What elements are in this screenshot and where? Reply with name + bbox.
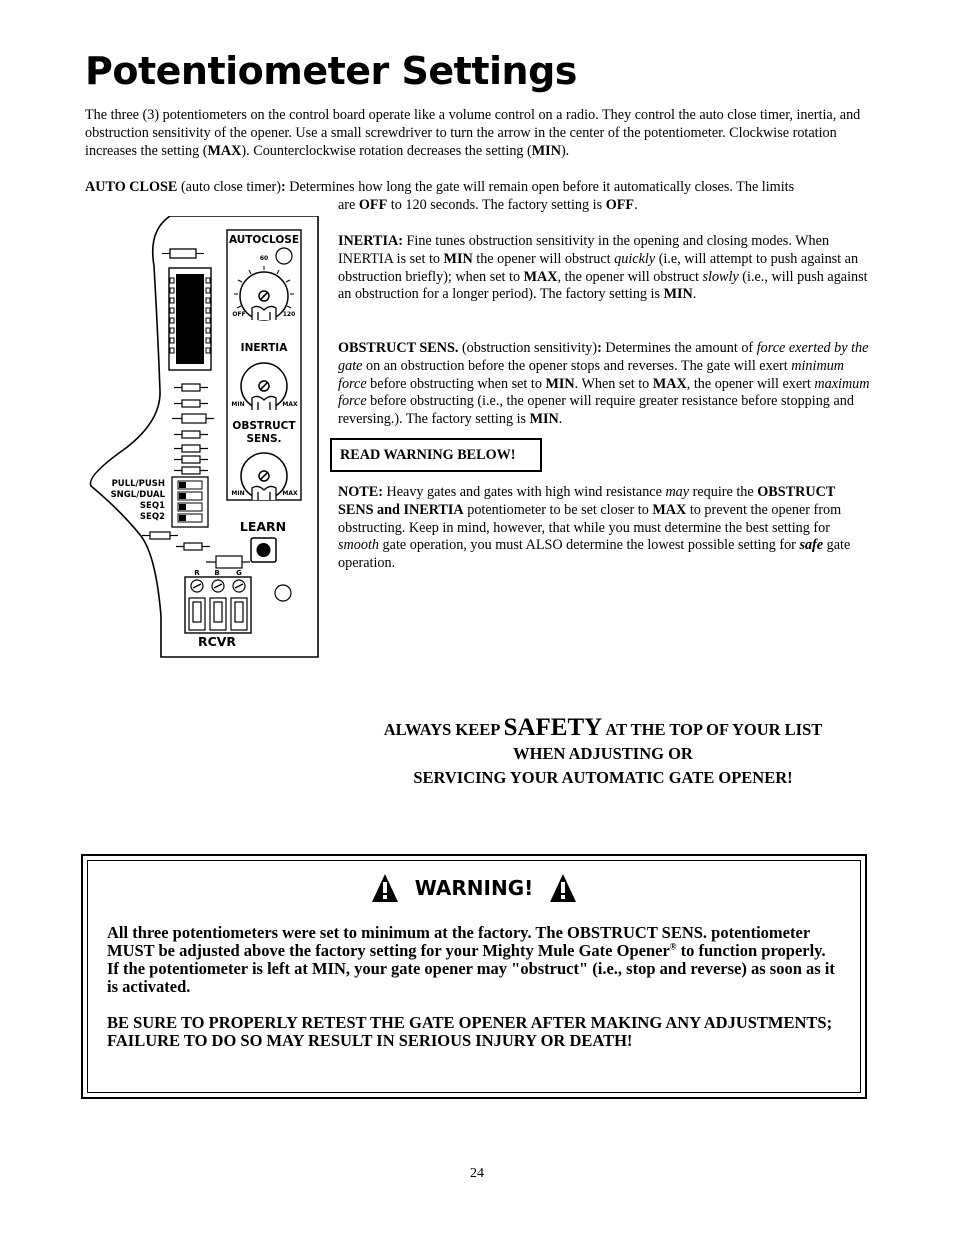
intro-paragraph: The three (3) potentiometers on the control board operate like a volume control on a radio. They control the auto close timer, inertia, and obstruction sensitivity of the opener. Use a small screwdriver to turn the arrow in the center of the potentiometer. Clockwise rotation increases the setting (MAX). Counterclockwise rotation decreases the setting (MIN). xyxy=(85,107,861,159)
warning-header xyxy=(83,873,865,903)
page-title: Potentiometer Settings xyxy=(85,49,577,93)
obstruct-max-label: MAX xyxy=(282,490,298,497)
warning-triangle-icon xyxy=(371,873,399,903)
autoclose-label: AUTOCLOSE xyxy=(228,234,300,246)
safety-message: ALWAYS KEEP SAFETY AT THE TOP OF YOUR LIST WHEN ADJUSTING OR SERVICING YOUR AUTOMATIC GATE OPENER! xyxy=(383,714,823,787)
r-label: R xyxy=(194,569,200,577)
obstruct-label: OBSTRUCT xyxy=(232,420,296,432)
warning-paragraph-2: BE SURE TO PROPERLY RETEST THE GATE OPENER AFTER MAKING ANY ADJUSTMENTS; FAILURE TO DO SO MAY RESULT IN SERIOUS INJURY OR DEATH! xyxy=(107,1013,833,1050)
seq1-label: SEQ1 xyxy=(139,501,165,511)
warning-triangle-icon xyxy=(549,873,577,903)
seq2-label: SEQ2 xyxy=(139,512,165,522)
g-label: G xyxy=(236,569,242,577)
read-warning-box: READ WARNING BELOW! xyxy=(330,438,542,472)
inertia-min-label: MIN xyxy=(231,401,245,408)
obstruct-min-label: MIN xyxy=(231,490,245,497)
off-label: OFF xyxy=(232,311,246,318)
pull-push-label: PULL/PUSH xyxy=(111,479,165,489)
page-number: 24 xyxy=(470,1166,484,1181)
inertia-label: INERTIA xyxy=(240,342,288,354)
warning-paragraph-1: All three potentiometers were set to minimum at the factory. The OBSTRUCT SENS. potentiometer MUST be adjusted above the factory setting for your Mighty Mule Gate Opener® to function properly. If the potentiometer is left at MIN, your gate opener may "obstruct" (i.e., stop and reverse) as soon as it is activated. xyxy=(107,923,835,996)
onetwenty-label: 120 xyxy=(282,311,296,318)
control-board-diagram xyxy=(86,216,322,662)
rcvr-label: RCVR xyxy=(197,634,237,649)
warning-title: WARNING! xyxy=(414,876,534,900)
sixty-label: 60 xyxy=(259,255,269,262)
b-label: B xyxy=(214,569,220,577)
sngl-dual-label: SNGL/DUAL xyxy=(110,490,165,500)
obstruct-sens-paragraph: OBSTRUCT SENS. (obstruction sensitivity): Determines the amount of force exerted by the gate on an obstruction before the opener stops and reverses. The gate will exert minimum force before obstructing when set to MIN. When set to MAX, the opener will exert maximum force before obstructing (i.e., the opener will require greater resistance before stopping and reversing.). The factory setting is MIN. xyxy=(338,340,870,428)
learn-label: LEARN xyxy=(239,519,287,534)
auto-close-paragraph: AUTO CLOSE (auto close timer): Determines how long the gate will remain open before it automatically closes. The limits are OFF to 120 seconds. The factory setting is OFF. xyxy=(85,179,795,213)
inertia-paragraph: INERTIA: Fine tunes obstruction sensitivity in the opening and closing modes. When INERTIA is set to MIN the opener will obstruct quickly (i.e, will attempt to push against an obstruction briefly); when set to MAX, the opener will obstruct slowly (i.e., will push against an obstruction for a longer period). The factory setting is MIN. xyxy=(338,233,868,303)
sens-label: SENS. xyxy=(246,433,282,445)
warning-box xyxy=(81,854,867,1099)
inertia-max-label: MAX xyxy=(282,401,298,408)
note-paragraph: NOTE: Heavy gates and gates with high wind resistance may require the OBSTRUCT SENS and INERTIA potentiometer to be set closer to MAX to prevent the opener from obstructing. Keep in mind, however, that while you must determine the best setting for smooth gate operation, you must ALSO determine the lowest possible setting for safe gate operation. xyxy=(338,484,851,572)
